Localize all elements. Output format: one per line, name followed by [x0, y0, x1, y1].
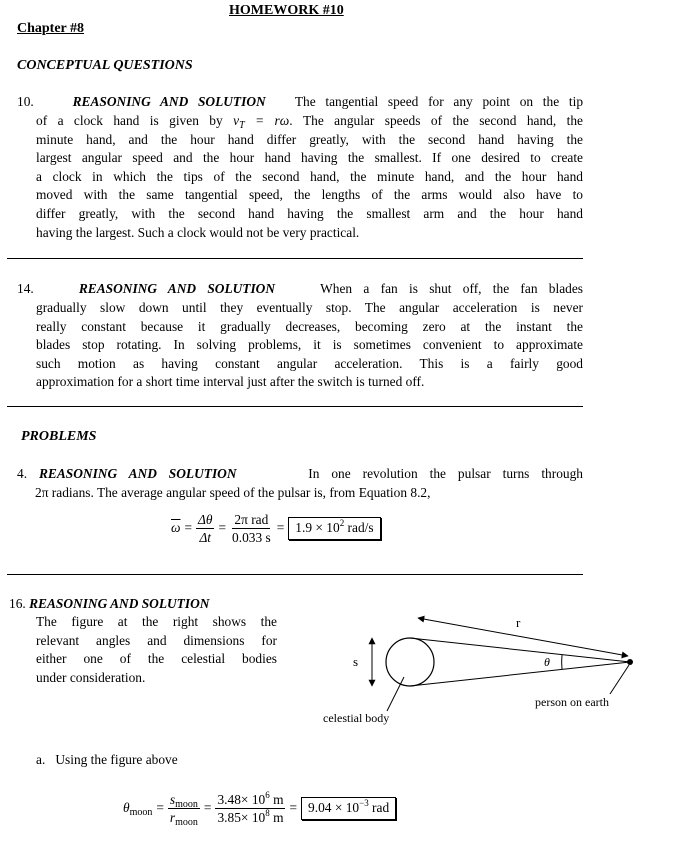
answer-box: $9.04 \times 10^{-3}$ rad	[301, 797, 396, 820]
problem-16-header	[9, 595, 209, 614]
question-number: 14.	[17, 281, 34, 296]
omega-bar: $\overline{\omega}$	[171, 520, 181, 536]
angular-speed-equation: $\overline{\omega}$ = $\frac{\Delta\theta}{\Delta t}$ = $\frac{\text{2π rad}}{0.033 s}$ = $1.9 \times 10^2$ rad/s	[171, 511, 381, 546]
fraction: $\frac{3.48\times 10^6 m}{3.85\times 10^8 m}$	[217, 790, 284, 825]
reasoning-label: REASONING AND SOLUTION	[29, 596, 210, 611]
two-pi-radians: 2π radians	[35, 484, 91, 500]
reasoning-label: REASONING AND SOLUTION	[72, 94, 266, 109]
reasoning-label: REASONING AND SOLUTION	[78, 281, 276, 296]
fraction: $\frac{\text{2π rad}}{0.033 s}$	[232, 512, 271, 545]
celestial-body-label: celestial body	[323, 711, 390, 725]
question-14-body: gradually slow down until they eventually stop. The angular acceleration is never really constant because it gradually decreases, becoming zero at the instant the blades stop rotating. In solving problems, it is sometimes convenient to approximate such motion as having constant angular acceleration. This is a fairly good approximation for a short time interval just after the switch is turned off.	[36, 300, 583, 390]
question-14: 14. REASONING AND SOLUTION When a fan is shut off, the fan blades	[17, 281, 584, 296]
problem-number: 16.	[9, 596, 26, 611]
r-label: r	[516, 615, 521, 630]
divider	[7, 406, 583, 407]
question-10-body: of a clock hand is given by $v_T = r\omega$. The angular speeds of the second hand, the minute hand, and the hour hand differ greatly, with the second hand having the largest angular speed and the hour hand having the smallest. If one desired to create a clock in which the tips of the second hand, the minute hand, and the hour hand moved with the same tangential speed, the lengths of the arms would also have to differ greatly, with the second hand having the smallest arm and the hour hand having the largest. Such a clock would not be very practical.	[36, 113, 583, 240]
divider	[7, 574, 583, 575]
tangential-speed-formula: $v_T = r\omega$	[233, 113, 290, 131]
reasoning-label: REASONING AND SOLUTION	[39, 466, 237, 481]
divider	[7, 258, 583, 259]
theta-label: θ	[544, 655, 550, 669]
homework-title: HOMEWORK #10	[229, 3, 344, 18]
observer-dot	[627, 659, 633, 665]
answer-box: $1.9 \times 10^2$ rad/s	[288, 517, 380, 540]
problem-4: 4. REASONING AND SOLUTION In one revolution the pulsar turns through 2π radians. The average angular speed of the pulsar is, from Equation 8.2,	[17, 466, 583, 500]
theta-moon-equation: $\theta_{moon}$ = $\frac{s_{moon}}{r_{moon}}$ = $\frac{3.48\times 10^6 m}{3.85\times 10^8 m}$ = $9.04 \times 10^{-3}$ rad	[123, 791, 396, 826]
problems-heading: PROBLEMS	[21, 429, 97, 444]
fraction: $\frac{s_{moon}}{r_{moon}}$	[169, 792, 198, 828]
celestial-body-figure	[320, 605, 650, 730]
question-number: 10.	[17, 94, 34, 109]
celestial-body-circle	[386, 638, 434, 686]
problem-number: 4.	[17, 466, 28, 481]
part-a: a. Using the figure above	[36, 752, 178, 767]
problem-16-body: The figure at the right shows the relevant angles and dimensions for either one of the celestial bodies under consideration.	[36, 614, 277, 685]
fraction: $\frac{\Delta\theta}{\Delta t}$	[198, 512, 213, 545]
person-on-earth-label: person on earth	[535, 695, 609, 709]
chapter-label: Chapter #8	[17, 21, 85, 36]
question-10: 10. REASONING AND SOLUTION The tangential speed for any point on the tip	[17, 94, 584, 109]
conceptual-heading: CONCEPTUAL QUESTIONS	[17, 58, 193, 73]
s-label: s	[353, 654, 359, 669]
theta-moon: $\theta_{moon}$	[123, 800, 153, 819]
